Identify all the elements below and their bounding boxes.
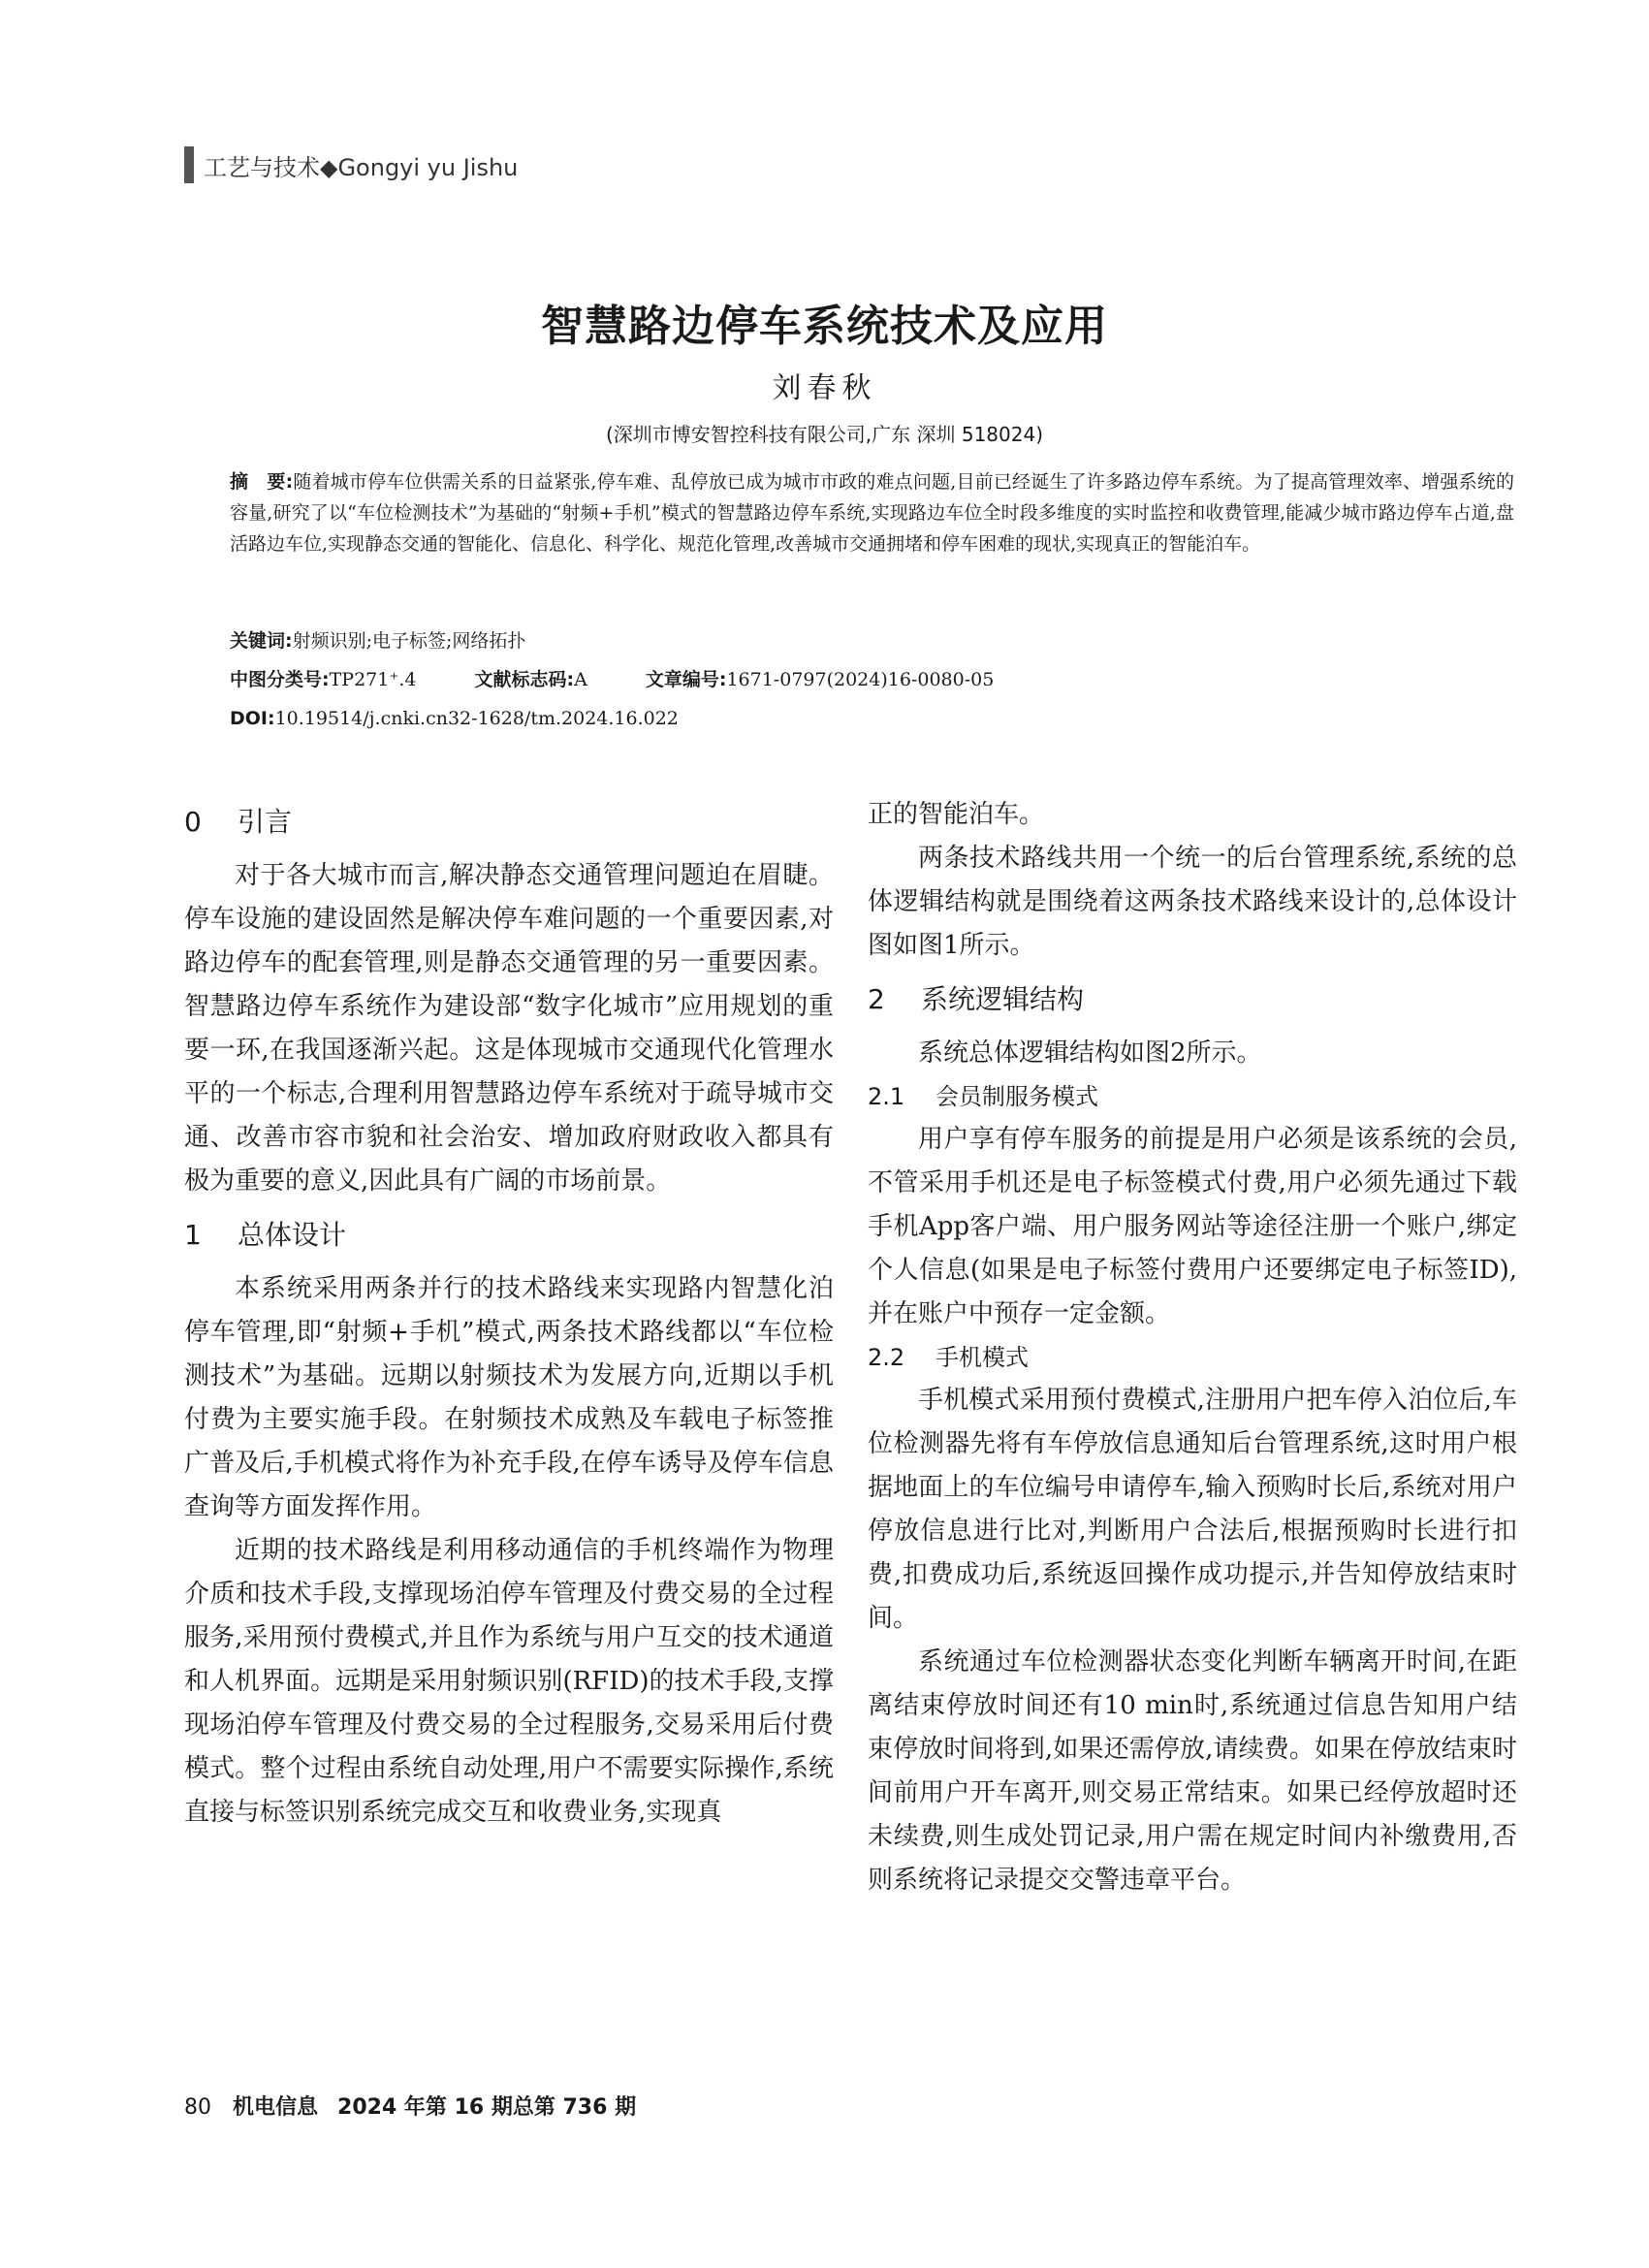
- class-label: 中图分类号:: [230, 669, 330, 690]
- section-1-paragraph-3: 两条技术路线共用一个统一的后台管理系统,系统的总体逻辑结构就是围绕着这两条技术路线来设计的,总体设计图如图1所示。: [868, 844, 1517, 960]
- section-2-2-paragraph-1: 手机模式采用预付费模式,注册用户把车停入泊位后,车位检测器先将有车停放信息通知后台管理系统,这时用户根据地面上的车位编号申请停车,输入预购时长后,系统对用户停放信息进行比对,判断用户合法后,根据预购时长进行扣费,扣费成功后,系统返回操作成功提示,并告知停放结束时间。: [868, 1386, 1517, 1633]
- running-header: [184, 145, 518, 184]
- keywords-label: 关键词:: [230, 630, 293, 652]
- section-2-1-paragraph: 用户享有停车服务的前提是用户必须是该系统的会员,不管采用手机还是电子标签模式付费,用户必须先通过下载手机App客户端、用户服务网站等途径注册一个账户,绑定个人信息(如果是电子标签付费用户还要绑定电子标签ID),并在账户中预存一定金额。: [868, 1125, 1517, 1328]
- section-0-heading: 0 引言: [184, 806, 293, 838]
- abstract-text: 随着城市停车位供需关系的日益紧张,停车难、乱停放已成为城市市政的难点问题,目前已经诞生了许多路边停车系统。为了提高管理效率、增强系统的容量,研究了以“车位检测技术”为基础的“射频+手机”模式的智慧路边停车系统,实现路边车位全时段多维度的实时监控和收费管理,能减少城市路边停车占道,盘活路边车位,实现静态交通的智能化、信息化、科学化、规范化管理,改善城市交通拥堵和停车困难的现状,实现真正的智能泊车。: [230, 471, 1514, 555]
- section-2-heading: 2 系统逻辑结构: [868, 983, 1085, 1015]
- section-0-paragraph: 对于各大城市而言,解决静态交通管理问题迫在眉睫。停车设施的建设固然是解决停车难问题的一个重要因素,对路边停车的配套管理,则是静态交通管理的另一重要因素。智慧路边停车系统作为建设部“数字化城市”应用规划的重要一环,在我国逐渐兴起。这是体现城市交通现代化管理水平的一个标志,合理利用智慧路边停车系统对于疏导城市交通、改善市容市貌和社会治安、增加政府财政收入都具有极为重要的意义,因此具有广阔的市场前景。: [184, 861, 834, 1196]
- doi-value: 10.19514/j.cnki.cn32-1628/tm.2024.16.022: [274, 708, 679, 729]
- page-number: 80: [184, 2095, 211, 2120]
- doi-line: [230, 703, 1514, 734]
- header-section: 工艺与技术◆Gongyi yu Jishu: [204, 153, 519, 181]
- abstract: [230, 466, 1514, 559]
- left-column: [184, 790, 834, 1835]
- class-value: TP271⁺.4: [329, 669, 417, 690]
- articleno-value: 1671-0797(2024)16-0080-05: [726, 669, 995, 690]
- article-affiliation: (深圳市博安智控科技有限公司,广东 深圳 518024): [605, 423, 1044, 446]
- right-column: [868, 793, 1517, 1902]
- doccode-label: 文献标志码:: [474, 669, 575, 690]
- keywords-text: 射频识别;电子标签;网络拓扑: [292, 630, 526, 652]
- section-1-paragraph-2: 近期的技术路线是利用移动通信的手机终端作为物理介质和技术手段,支撑现场泊停车管理及付费交易的全过程服务,采用预付费模式,并且作为系统与用户互交的技术通道和人机界面。远期是采用射频识别(RFID)的技术手段,支撑现场泊停车管理及付费交易的全过程服务,交易采用后付费模式。整个过程由系统自动处理,用户不需要实际操作,系统直接与标签识别系统完成交互和收费业务,实现真: [184, 1536, 834, 1827]
- header-bar: [184, 146, 194, 183]
- keywords: [230, 625, 1514, 656]
- section-1-heading: 1 总体设计: [184, 1219, 347, 1251]
- classification-line: [230, 664, 1514, 695]
- section-2-2-heading: 2.2 手机模式: [868, 1344, 1029, 1371]
- doccode-value: A: [574, 669, 587, 690]
- section-1-paragraph-2-continued: 正的智能泊车。: [868, 800, 1045, 829]
- page-footer: [184, 2091, 636, 2121]
- article-title: 智慧路边停车系统技术及应用: [541, 302, 1108, 351]
- section-2-paragraph: 系统总体逻辑结构如图2所示。: [918, 1038, 1262, 1068]
- section-1-paragraph-1: 本系统采用两条并行的技术路线来实现路内智慧化泊停车管理,即“射频+手机”模式,两条技术路线都以“车位检测技术”为基础。远期以射频技术为发展方向,近期以手机付费为主要实施手段。在射频技术成熟及车载电子标签推广普及后,手机模式将作为补充手段,在停车诱导及停车信息查询等方面发挥作用。: [184, 1274, 834, 1521]
- article-author: 刘春秋: [772, 371, 877, 405]
- section-2-1-heading: 2.1 会员制服务模式: [868, 1083, 1098, 1110]
- abstract-label: 摘 要:: [230, 471, 294, 493]
- doi-label: DOI:: [230, 708, 275, 729]
- issue-info: 2024 年第 16 期总第 736 期: [337, 2095, 637, 2120]
- section-2-2-paragraph-2: 系统通过车位检测器状态变化判断车辆离开时间,在距离结束停放时间还有10 min时,系统通过信息告知用户结束停放时间将到,如果还需停放,请续费。如果在停放结束时间前用户开车离开,则交易正常结束。如果已经停放超时还未续费,则生成处罚记录,用户需在规定时间内补缴费用,否则系统将记录提交交警违章平台。: [868, 1647, 1517, 1895]
- journal-name: 机电信息: [233, 2095, 319, 2120]
- articleno-label: 文章编号:: [645, 669, 727, 690]
